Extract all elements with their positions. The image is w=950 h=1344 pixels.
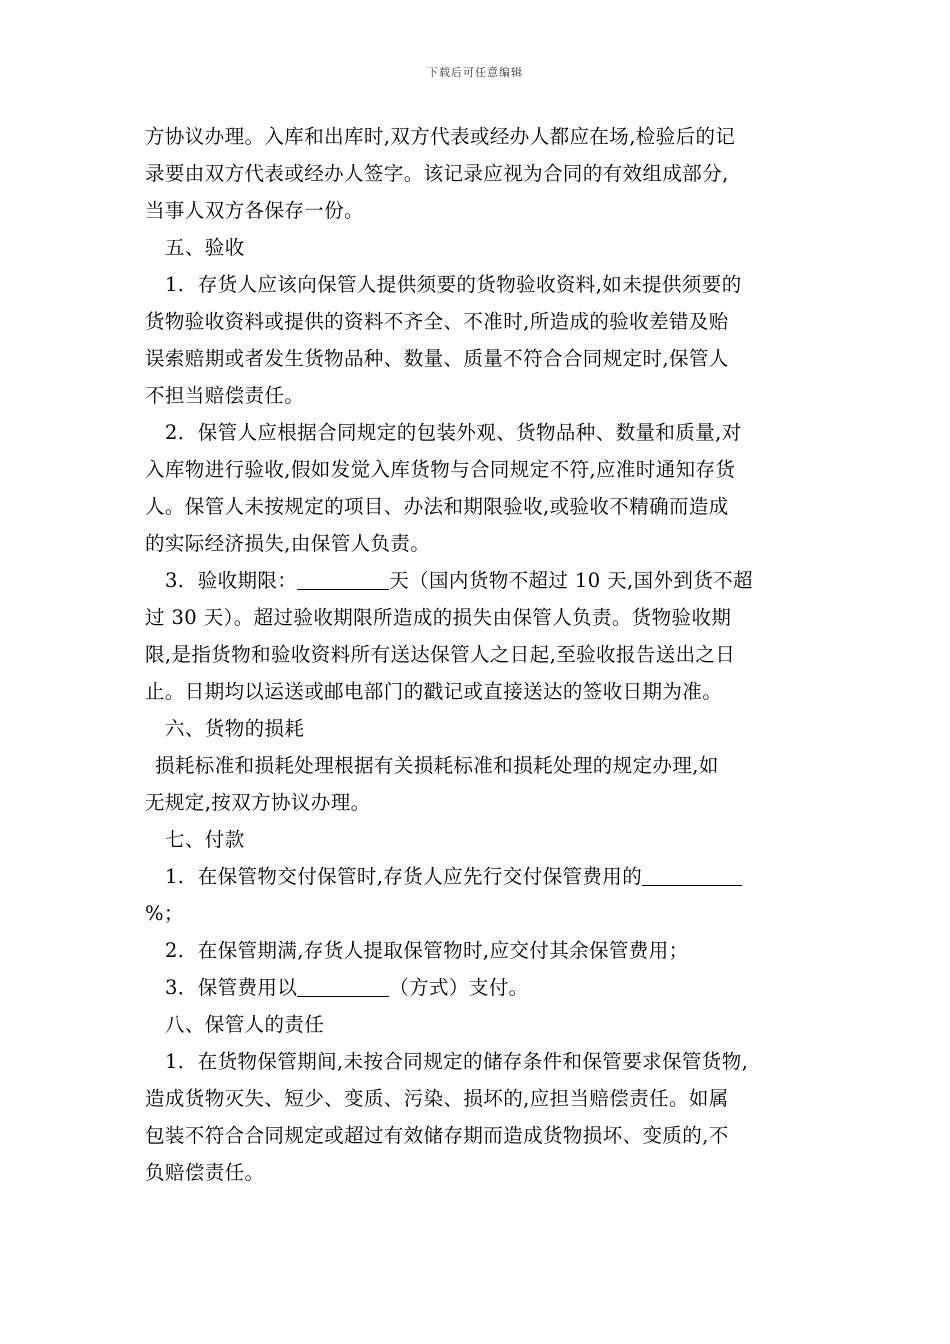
paragraph-line: 造成货物灭失、短少、变质、污染、损坏的,应担当赔偿责任。如属 [145,1087,729,1110]
fill-in-blank[interactable] [642,865,742,886]
document-body [145,118,815,1191]
paragraph-line: 负赔偿责任。 [145,1161,265,1184]
paragraph-line: %； [145,902,184,925]
line-text: 天（国内货物不超过 10 天,国外到货不超 [389,569,754,592]
page-header: 下载后可任意编辑 [427,66,523,79]
paragraph-line: 损耗标准和损耗处理根据有关损耗标准和损耗处理的规定办理,如 [155,754,719,777]
line-text: 3．验收期限： [165,569,298,592]
paragraph-line: 包装不符合合同规定或超过有效储存期而造成货物损坏、变质的,不 [145,1124,729,1147]
paragraph-line: 录要由双方代表或经办人签字。该记录应视为合同的有效组成部分, [145,162,729,185]
paragraph-line: 1．在货物保管期间,未按合同规定的储存条件和保管要求保管货物, [165,1050,749,1073]
paragraph-line: 货物验收资料或提供的资料不齐全、不准时,所造成的验收差错及贻 [145,310,729,333]
paragraph-line: 1．存货人应该向保管人提供须要的货物验收资料,如未提供须要的 [165,273,742,296]
paragraph-line: 不担当赔偿责任。 [145,384,305,407]
paragraph-line: 止。日期均以运送或邮电部门的戳记或直接送达的签收日期为准。 [145,680,723,703]
paragraph-line [145,562,815,599]
paragraph-line: 的实际经济损失,由保管人负责。 [145,532,431,555]
paragraph-line: 2．在保管期满,存货人提取保管物时,应交付其余保管费用； [165,939,689,962]
line-text: （方式）支付。 [389,976,529,999]
section-heading: 八、保管人的责任 [165,1013,325,1036]
paragraph-line: 2．保管人应根据合同规定的包装外观、货物品种、数量和质量,对 [165,421,742,444]
line-text: 3．保管费用以 [165,976,298,999]
fill-in-blank[interactable] [297,569,389,590]
fill-in-blank[interactable] [297,976,389,997]
paragraph-line: 限,是指货物和验收资料所有送达保管人之日起,至验收报告送出之日 [145,643,736,666]
paragraph-line: 误索赔期或者发生货物品种、数量、质量不符合合同规定时,保管人 [145,347,729,370]
section-heading: 六、货物的损耗 [165,717,305,740]
section-heading: 五、验收 [165,236,245,259]
section-heading: 七、付款 [165,828,245,851]
line-text: 1．在保管物交付保管时,存货人应先行交付保管费用的 [165,865,643,888]
paragraph-line [145,969,815,1006]
paragraph-line: 人。保管人未按规定的项目、办法和期限验收,或验收不精确而造成 [145,495,729,518]
paragraph-line: 方协议办理。入库和出库时,双方代表或经办人都应在场,检验后的记 [145,125,736,148]
paragraph-line: 过 30 天）。超过验收期限所造成的损失由保管人负责。货物验收期 [145,606,732,629]
paragraph-line [145,858,815,895]
paragraph-line: 无规定,按双方协议办理。 [145,791,371,814]
paragraph-line: 入库物进行验收,假如发觉入库货物与合同规定不符,应准时通知存货 [145,458,736,481]
paragraph-line: 当事人双方各保存一份。 [145,199,364,222]
